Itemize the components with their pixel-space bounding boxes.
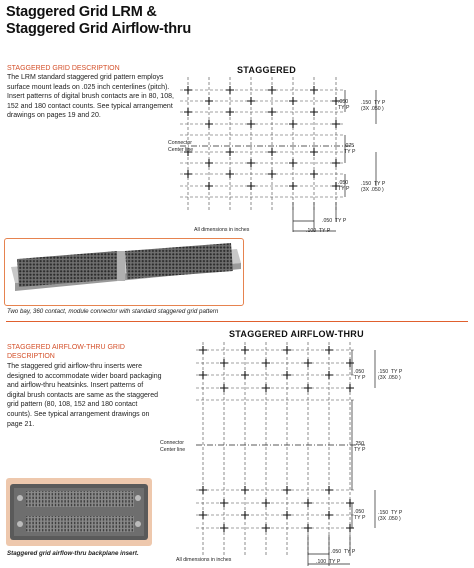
diagram1-title: STAGGERED — [237, 65, 297, 75]
photo1-caption: Two bay, 360 contact, module connector with standard staggered grid pattern — [7, 308, 219, 315]
diagram2-note: All dimensions in inches — [176, 557, 232, 563]
diagram2-dim-050-bottom: .050 TY P — [354, 509, 366, 521]
diagram1-dim-050-horizontal: .050 TY P — [322, 218, 347, 224]
diagram2-dim-150-top: .150 TY P (3X .050 ) — [378, 369, 403, 381]
diagram2-dim-050-horizontal: .050 TY P — [331, 549, 356, 555]
contact-markers-2 — [199, 346, 354, 532]
diagram1-dim-075: .075 TY P — [344, 143, 356, 155]
diagram1-dim-050-top: .050 TY P — [338, 99, 350, 111]
connector-photo-frame — [4, 238, 244, 306]
grid-lines — [180, 77, 345, 212]
diagram1-dim-150-top: .150 TY P (3X .050 ) — [361, 100, 386, 112]
diagram2-connector-label-2: Center line — [160, 447, 186, 453]
title-line-2: Staggered Grid Airflow-thru — [6, 21, 191, 37]
page-title — [6, 4, 191, 38]
staggered-airflow-thru-diagram — [160, 330, 474, 568]
diagram1-dim-100-horizontal: .100 TY P — [306, 228, 331, 234]
section2-heading: STAGGERED AIRFLOW-THRU GRID DESCRIPTION — [7, 344, 125, 360]
diagram2-dim-100-horizontal: .100 TY P — [316, 559, 341, 565]
diagram2-dim-050-top: .050 TY P — [354, 369, 366, 381]
diagram1-note: All dimensions in inches — [194, 227, 250, 233]
dimension-lines-2 — [196, 350, 375, 566]
photo2-caption: Staggered grid airflow-thru backplane insert. — [7, 550, 139, 557]
section-divider — [6, 321, 468, 322]
diagram1-connector-label-2: Center line — [168, 147, 194, 153]
diagram2-dim-150-bottom: .150 TY P (3X .050 ) — [378, 510, 403, 522]
diagram2-title: STAGGERED AIRFLOW-THRU — [229, 329, 364, 339]
grid-lines-2 — [196, 342, 355, 555]
title-line-1: Staggered Grid LRM & — [6, 4, 157, 20]
section1-heading: STAGGERED GRID DESCRIPTION — [7, 65, 120, 72]
connector-photo — [5, 239, 243, 305]
airflow-insert-photo-frame — [6, 478, 152, 546]
airflow-insert-photo — [6, 478, 152, 546]
diagram2-dim-250: .250 TY P — [354, 441, 366, 453]
section1-body: The LRM standard staggered grid pattern employs surface mount leads on .025 inch centerlines (pitch). Insert patterns of digital brush contacts are in 80, 108, 152 and 180 contact counts. See typical arrangement drawings on pages 19 and 20. — [7, 74, 174, 120]
contact-markers — [184, 86, 340, 190]
diagram2-connector-label-1: Connector — [160, 440, 184, 446]
diagram1-connector-label-1: Connector — [168, 140, 192, 146]
diagram1-dim-150-bottom: .150 TY P (3X .050 ) — [361, 181, 386, 193]
diagram1-dim-050-bottom: .050 TY P — [338, 180, 350, 192]
section2-body: The staggered grid airflow-thru inserts were designed to accommodate wider board packaging and airflow-thru heatsinks. Insert patterns of digital brush contacts are same as the staggered grid pattern (80, 108, 152 and 180 contact counts). See typical arrangement drawings on page 21. — [7, 363, 162, 428]
